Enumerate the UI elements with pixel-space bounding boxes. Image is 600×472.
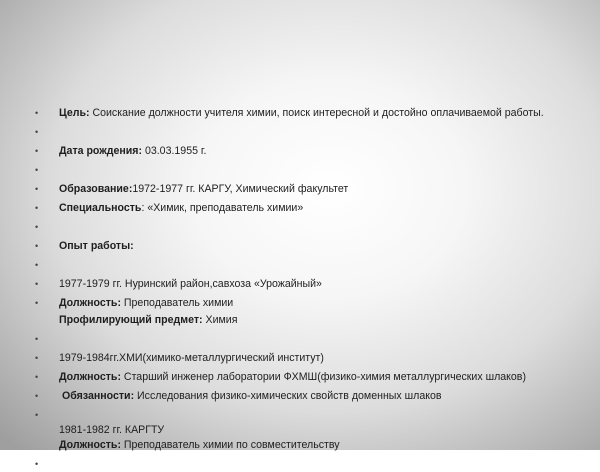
list-item-birth — [34, 144, 590, 159]
job1-position-label: Должность: — [59, 297, 121, 309]
birth-label: Дата рождения: — [59, 145, 143, 157]
job2-period: 1979-1984гг.ХМИ(химико-металлургический институт) — [59, 352, 324, 364]
spacer — [59, 408, 590, 423]
bullet-icon: • — [35, 260, 39, 270]
job1-subject-line — [59, 313, 590, 328]
bullet-icon: • — [35, 165, 39, 175]
education-text: 1972-1977 гг. КАРГУ, Химический факультет — [132, 183, 349, 195]
job1-position-text: Преподаватель химии — [120, 297, 234, 309]
bullet-icon: • — [35, 279, 39, 289]
job1-position-line — [59, 296, 590, 311]
specialty-text: : «Химик, преподаватель химии» — [141, 202, 304, 214]
education-label: Образование: — [59, 183, 133, 195]
goal-label: Цель: — [59, 107, 90, 119]
job2-position-text: Старший инженер лаборатории ФХМШ(физико-химия металлургических шлаков) — [120, 371, 526, 383]
bullet-icon: • — [35, 203, 39, 213]
list-item-education — [34, 182, 590, 197]
bullet-icon: • — [35, 334, 39, 344]
bullet-list — [34, 106, 590, 472]
job2-position-label: Должность: — [59, 371, 121, 383]
job3-position-text: Преподаватель химии по совместительству — [120, 439, 340, 451]
list-item-job2-duties — [34, 389, 590, 404]
list-item-specialty — [34, 201, 590, 216]
list-item-empty — [34, 163, 590, 178]
bullet-icon: • — [35, 108, 39, 118]
job2-duties-label: Обязанности: — [62, 390, 135, 402]
bullet-icon: • — [35, 353, 39, 363]
experience-heading: Опыт работы: — [59, 240, 134, 252]
list-item-experience-heading — [34, 239, 590, 254]
list-item-empty — [34, 457, 590, 472]
list-item-empty — [34, 332, 590, 347]
bullet-icon: • — [35, 184, 39, 194]
bullet-icon: • — [35, 410, 39, 420]
list-item-job1-position — [34, 296, 590, 328]
bullet-icon: • — [35, 146, 39, 156]
job1-subject-text: Химия — [202, 314, 238, 326]
bullet-icon: • — [35, 127, 39, 137]
job2-duties-text: Исследования физико-химических свойств доменных шлаков — [134, 390, 442, 402]
bullet-icon: • — [35, 459, 39, 469]
list-item-job3 — [34, 408, 590, 453]
job3-position-line — [59, 438, 590, 453]
job3-position-label: Должность: — [59, 439, 121, 451]
bullet-icon: • — [35, 372, 39, 382]
birth-text: 03.03.1955 г. — [142, 145, 207, 157]
specialty-label: Специальность — [59, 202, 142, 214]
bullet-icon: • — [35, 222, 39, 232]
bullet-icon: • — [35, 391, 39, 401]
list-item-empty — [34, 258, 590, 273]
bullet-icon: • — [35, 241, 39, 251]
list-item-empty — [34, 220, 590, 235]
list-item-empty — [34, 125, 590, 140]
job1-period: 1977-1979 гг. Нуринский район,савхоза «Урожайный» — [59, 278, 322, 290]
list-item-job1 — [34, 277, 590, 292]
list-item-goal — [34, 106, 590, 121]
job1-subject-label: Профилирующий предмет: — [59, 314, 203, 326]
list-item-job2-position — [34, 370, 590, 385]
list-item-job2 — [34, 351, 590, 366]
goal-text: Соискание должности учителя химии, поиск интересной и достойно оплачиваемой работы. — [89, 107, 544, 119]
bullet-icon: • — [35, 298, 39, 308]
job3-period: 1981-1982 гг. КАРГТУ — [59, 424, 165, 436]
